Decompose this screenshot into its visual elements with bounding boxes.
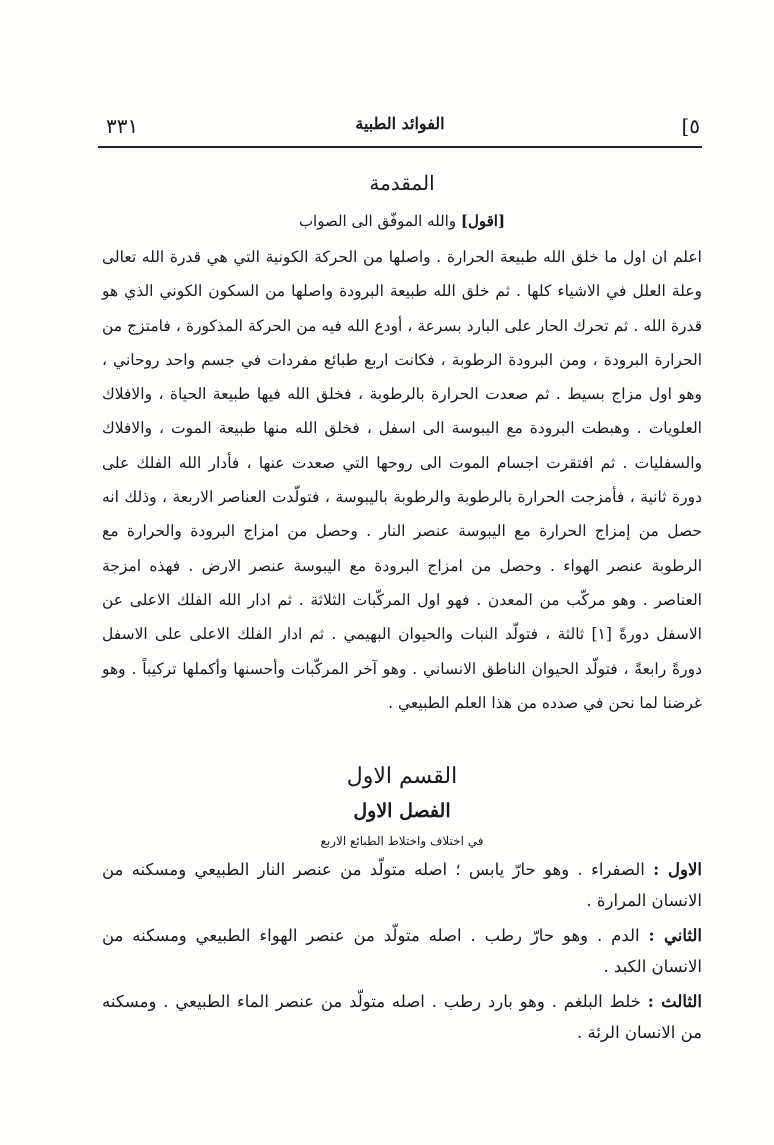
opening-tag: [اقول] [460, 212, 506, 230]
entry-label: الثاني : [648, 926, 702, 946]
humor-entry [102, 854, 702, 916]
part-title: القسم الاول [346, 764, 458, 790]
introduction-paragraph: اعلم ان اول ما خلق الله طبيعة الحرارة . واصلها من الحركة الكونية التي هي قدرة الله تعالى وعلة العلل في الاشياء كلها . ثم خلق الله طبيعة البرودة واصلها من السكون الكوني الذي هو قدرة الله . ثم تحرك الحار على البارد بسرعة ، أودع الله فيه من الحركة المذكورة ، فامتزج من الحرارة البرودة ، ومن البرودة الرطوبة ، فكانت اربع طبائع مفردات في جسم واحد روحاني ، وهو اول مزاج بسيط . ثم صعدت الحرارة بالرطوبة ، فخلق الله فيها طبيعة الحياة ، والافلاك العلويات . وهبطت البرودة مع اليبوسة الى اسفل ، فخلق الله منها طبيعة الموت ، والافلاك والسفليات . ثم افتقرت اجسام الموت الى روحها التي صعدت عنها ، فأدار الله الفلك على دورة ثانية ، فأمزجت الحرارة بالرطوبة والرطوبة باليبوسة ، فتولّدت العناصر الاربعة ، وذلك انه حصل من إمزاج الحرارة مع اليبوسة عنصر النار . وحصل من امزاج البرودة والحرارة مع الرطوبة عنصر الهواء . وحصل من امزاج البرودة مع اليبوسة عنصر الارض . فهذه امزجة العناصر . وهو مركّب من المعدن . فهو اول المركّبات الثلاثة . ثم ادار الله الفلك الاعلى عن الاسفل دورةً [١] ثالثة ، فتولّد النبات والحيوان البهيمي . ثم ادار الفلك الاعلى على الاسفل دورةً رابعةً ، فتولّد الحيوان الناطق الانساني . وهو آخر المركّبات وأحسنها وأكملها تركيباً . وهو غرضنا لما نحن في صدده من هذا العلم الطبيعي . [102, 248, 702, 712]
signature-mark: [٥ [681, 114, 700, 138]
opening-line [102, 208, 702, 234]
header-rule [98, 146, 702, 148]
page-body [102, 168, 702, 1052]
running-title: الفوائد الطبية [355, 114, 445, 133]
entry-label: الاول : [653, 860, 702, 880]
entry-label: الثالث : [647, 992, 703, 1012]
introduction-title: المقدمة [369, 171, 435, 195]
running-header [100, 104, 700, 140]
opening-text: والله الموفّق الى الصواب [298, 212, 457, 230]
chapter-title: الفصل الاول [353, 800, 451, 823]
entry-text: خلط البلغم . وهو بارد رطب . اصله متولّد من عنصر الماء الطبيعي . ومسكنه من الانسان الرئة . [102, 992, 702, 1043]
entry-text: الصفراء . وهو حارّ يابس ؛ اصله متولّد من عنصر النار الطبيعي ومسكنه من الانسان المرارة . [102, 860, 702, 911]
page-number: ٣٣١ [106, 114, 139, 138]
humor-entry [102, 920, 702, 982]
humor-entry [102, 986, 702, 1048]
entry-text: الدم . وهو حارّ رطب . اصله متولّد من عنصر الهواء الطبيعي ومسكنه من الانسان الكبد . [102, 926, 702, 977]
chapter-subtitle: في اختلاف واختلاط الطبائع الاربع [320, 834, 484, 849]
